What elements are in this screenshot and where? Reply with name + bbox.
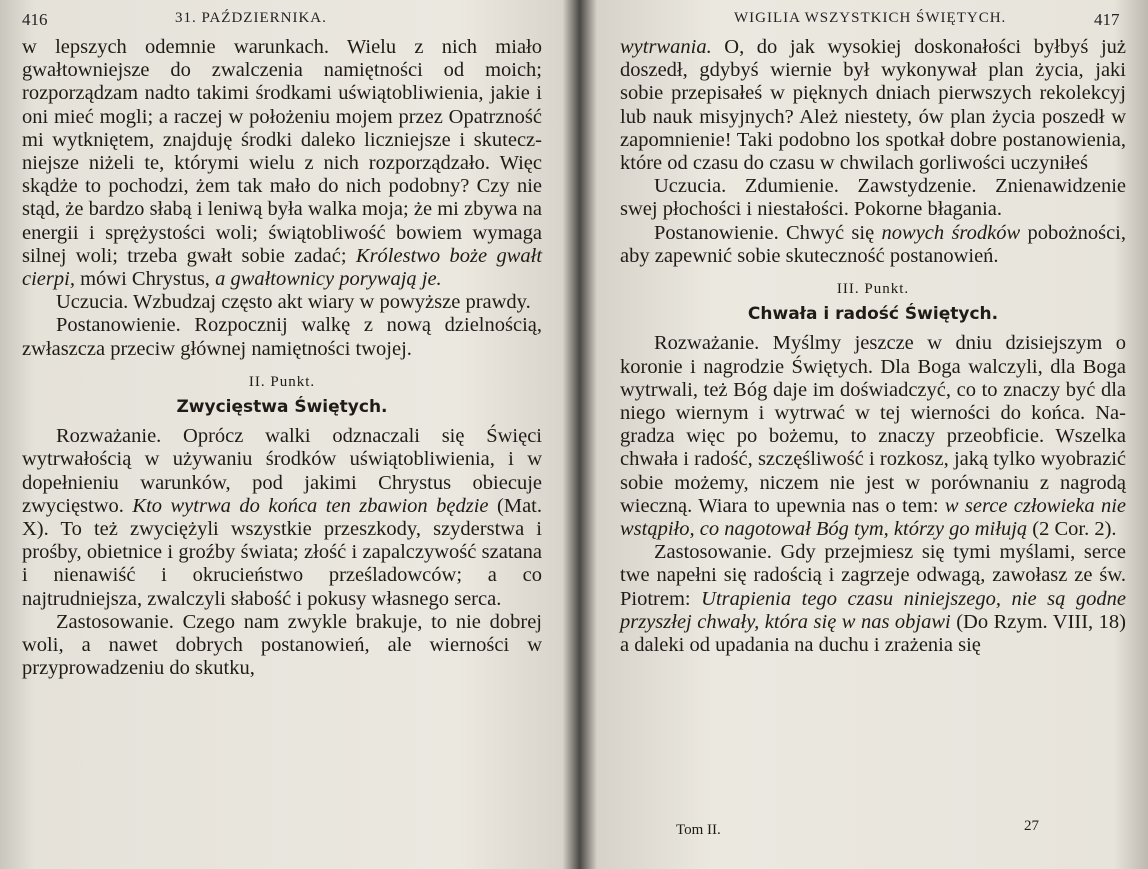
right-text-column <box>620 36 1126 657</box>
section-title: Zwycięstwa Świętych. <box>176 397 388 418</box>
left-page <box>0 0 566 869</box>
running-header-left: 31. PAŹDZIERNIKA. <box>175 10 327 26</box>
running-header-right: WIGILIA WSZYSTKICH ŚWIĘTYCH. <box>734 10 1007 26</box>
paragraph-zastosowanie: Zastosowanie. Gdy przejmiesz się tymi myślami, serce twe napełni się radością i zagrzeje odwagą, zawołasz ze św. Piotrem: Utrapienia tego czasu niniejszego, nie są godne przyszłej chwały, która się w nas objawi (Do Rzym. VIII, 18) a daleki od upadania na duchu i zrażenia się <box>620 541 1126 657</box>
quote-italic-2: a gwałtownicy porywają je. <box>215 268 442 291</box>
left-text-column <box>22 36 542 680</box>
paragraph-intro: w lepszych odemnie warunkach. Wielu z nich miało gwałtowniejsze do zwalczenia namiętności od moich; rozporządzam nadto takimi środkami uświątobliwienia, jakie i oni mieć mogli; a raczej w położeniu mojem przez Opatrzność mi wytkniętem, znajduję środki daleko liczniejsze i skuteczniejsze niżeli te, którymi wielu z nich rozporządzało. Więc skądże to pochodzi, żem tak mało do nich podobny? Czy nie stąd, że bardzo słabą i leniwą była walka moja; że mi zbywa na energii i sprężystości woli; świątobliwość bowiem wymaga silnej woli; trzeba gwałt sobie zadać; Królestwo boże gwałt cierpi, mówi Chrystus, a gwałtownicy porywają je. <box>22 36 543 291</box>
punkt-heading: III. Punkt. <box>836 281 910 298</box>
quote-italic: Królestwo boże gwałt cierpi, <box>22 244 543 291</box>
paragraph-zastosowanie: Zastosowanie. Czego nam zwykle brakuje, to nie dobrej woli, a nawet dobrych postanowień, ale wierności w przyprowadzeniu do skutku, <box>22 610 542 680</box>
paragraph-intro: wytrwania. O, do jak wysokiej doskonałości byłbyś już doszedł, gdybyś wiernie był wykonywał plan życia, jaki sobie przepisałeś w pięknych dniach pierwszych rekolekcyj lub nauk misyjnych? Ależ niestety, ów plan życia poszedł w zapomnienie! Taki podobno los spotkał dobre postanowienia, które od czasu do czasu w chwilach gorliwości uczyniłeś <box>620 36 1126 175</box>
punkt-heading: II. Punkt. <box>248 373 316 390</box>
page-number-left: 416 <box>22 10 48 29</box>
paragraph-postanowienie: Postanowienie. Chwyć się nowych środków pobożności, aby zapewnić sobie skuteczność postanowień. <box>620 221 1127 267</box>
paragraph-uczucia: Uczucia. Wzbudzaj często akt wiary w powyższe prawdy. <box>56 291 531 314</box>
right-page <box>584 0 1148 869</box>
footer-signature: 27 <box>1024 818 1039 834</box>
page-number-right: 417 <box>1094 10 1120 29</box>
paragraph-uczucia: Uczucia. Zdumienie. Zawstydzenie. Znienawidzenie swej płochości i niestałości. Pokorne błagania. <box>620 175 1126 221</box>
paragraph-postanowienie: Postanowienie. Rozpocznij walkę z nową dzielnością, zwłaszcza przeciw głównej namiętności twojej. <box>22 314 542 360</box>
paragraph-rozwazanie: Rozważanie. Myślmy jeszcze w dniu dzisiejszym o koronie i nagrodzie Świętych. Dla Boga walczyli, dla Boga wytrwali, też Bóg daje im doświadczyć, co to znaczy być dla niego wiernym i wytrwać w tej wierności do końca. Nagradza więc po bożemu, to znaczy przeobficie. Wszelka chwała i radość, szczęśliwość i rozkosz, jaką tylko wyobrazić sobie możemy, niczem nie jest w porównaniu z nagrodą wieczną. Wiara to upewnia nas o tem: w serce człowieka nie wstąpiło, co nagotował Bóg tym, którzy go miłują (2 Cor. 2). <box>620 332 1126 541</box>
section-title: Chwała i radość Świętych. <box>747 304 999 325</box>
footer-volume: Tom II. <box>676 822 721 838</box>
paragraph-rozwazanie: Rozważanie. Oprócz walki odznaczali się Święci wytrwałością w używaniu środków uświątobliwienia, i w dopełnieniu warunków, pod jakimi Chrystus obiecuje zwycięstwo. Kto wytrwa do końca ten zbawion będzie (Mat. X). To też zwyciężyli wszystkie przeszkody, szyderstwa i prośby, obietnice i groźby świata; złość i zapalczywość szatana i nienawiść i okrucieństwo prześladowców; a co najtrudniejsza, zwalczyli słabość i pokusy własnego serca. <box>22 425 542 610</box>
